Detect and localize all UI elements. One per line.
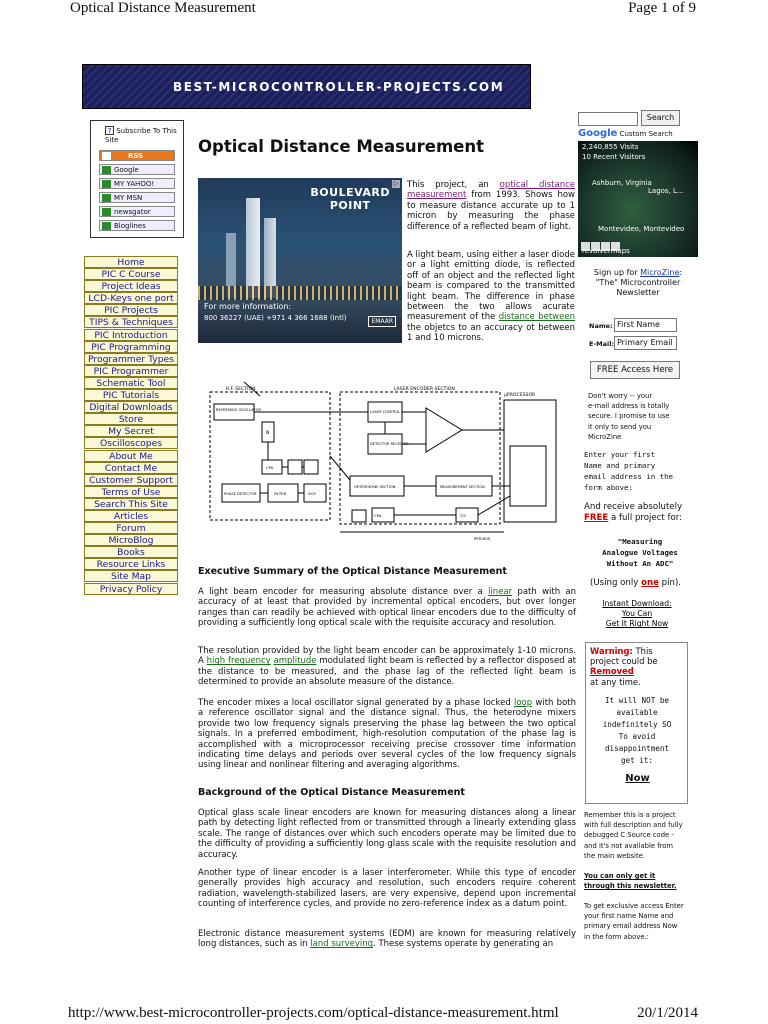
loop-link[interactable]: loop <box>513 698 533 708</box>
nav-item-contact-me[interactable]: Contact Me <box>84 462 178 474</box>
diagram-cpa-2: CPA <box>374 513 382 518</box>
ad-city-lights <box>198 286 402 300</box>
sidebar-nav <box>84 256 178 595</box>
search-button[interactable]: Search <box>641 110 680 126</box>
diagram-cpa: CPA <box>266 465 274 470</box>
diagram-phase-detector: PHASE DETECTOR <box>224 492 257 496</box>
bloglines-feed-button[interactable]: Bloglines <box>99 220 175 231</box>
block-diagram <box>204 356 564 546</box>
background-heading: Background of the Optical Distance Measurement <box>198 787 465 798</box>
yahoo-feed-button[interactable]: MY YAHOO! <box>99 178 175 189</box>
subscribe-box <box>90 120 184 238</box>
nav-item-site-map[interactable]: Site Map <box>84 570 178 582</box>
first-name-field[interactable]: First Name <box>614 318 677 332</box>
nav-item-schematic-tool[interactable]: Schematic Tool <box>84 377 178 389</box>
diagram-filter: FILTER <box>274 491 287 496</box>
project-title: "Measuring Analogue Voltages Without An ADC" <box>602 537 678 568</box>
instant-download-link[interactable]: Instant Download: You Can Get It Right Now <box>602 599 672 629</box>
amplitude-link[interactable]: amplitude <box>273 656 317 667</box>
privacy-note: Don't worry -- your e-mail address is totally secure. I promise to use it only to send you MicroZine <box>588 392 670 441</box>
visitor-globe[interactable] <box>578 141 698 257</box>
exclusive-access-text: To get exclusive access Enter your first name Name and primary email address Now in the form above.: <box>584 902 684 941</box>
exec-paragraph-1: A light beam encoder for measuring absolute distance over a linear path with an accuracy of at least that provided by incremental optical encoders, but over longer ranges than can readily be achieved with optical linear encoders due to the difficulty of providing a sufficiently long optical scale with the requisite accuracy and resolution. <box>198 587 577 629</box>
diagram-detector: DETECTOR RECEIVER <box>370 442 409 446</box>
free-access-button[interactable]: FREE Access Here <box>590 361 680 379</box>
google-custom-search: Google Custom Search <box>578 128 673 139</box>
high-frequency-link[interactable]: high frequency <box>206 656 271 667</box>
diagram-rf-label: R.F. SECTION <box>226 387 256 392</box>
print-page-number: Page 1 of 9 <box>628 0 696 16</box>
distance-between-link[interactable]: distance between <box>498 312 575 323</box>
nav-item-tips-techniques[interactable]: TIPS & Techniques <box>84 316 178 328</box>
globe-city: Ashburn, Virginia <box>592 179 652 187</box>
globe-brand: revolvermaps <box>582 247 630 255</box>
print-title: Optical Distance Measurement <box>70 0 256 16</box>
microzine-link[interactable]: MicroZine <box>640 268 680 277</box>
rss-icon <box>102 152 111 160</box>
ad-building <box>246 198 260 298</box>
now-link[interactable]: Now <box>625 773 650 784</box>
background-paragraph-1: Optical glass scale linear encoders are known for measuring distances along a linear path by detecting light reflected from or transmitted through a linearly extending glass scale. The range of distances over which such encoders operate may be limited due to the difficulty of providing a sufficiently long glass scale with the requisite resolution and accuracy. <box>198 808 576 860</box>
diagram-bus: PER.BOS <box>474 536 491 541</box>
remember-text: Remember this is a project with full description and fully debugged C Source code - and it's not available from the main website. <box>584 811 683 860</box>
newsletter-only-link[interactable]: You can only get it through this newsletter. <box>584 872 677 891</box>
rss-button[interactable]: RSS <box>99 150 175 161</box>
ad-info: For more information: <box>204 302 292 311</box>
using-pin: (Using only one pin). <box>590 578 682 588</box>
site-banner[interactable] <box>82 64 531 109</box>
ad-phone: 800 36227 (UAE) +971 4 366 1688 (Intl) <box>204 314 347 322</box>
nav-item-customer-support[interactable]: Customer Support <box>84 474 178 486</box>
signup-text: Sign up for MicroZine: "The" Microcontroller Newsletter <box>593 268 683 297</box>
nav-item-pic-programmer[interactable]: PIC Programmer <box>84 365 178 377</box>
nav-item-pic-c-course[interactable]: PIC C Course <box>84 268 178 280</box>
email-label: E-Mail: <box>589 340 615 348</box>
nav-item-search-this-site[interactable]: Search This Site <box>84 498 178 510</box>
plus-icon <box>102 208 111 216</box>
optical-distance-link[interactable]: optical distance measurement <box>407 180 575 201</box>
plus-icon <box>102 222 111 230</box>
exec-paragraph-3: The encoder mixes a local oscillator signal generated by a phase locked loop with both a reference oscillator signal and the distance signal. Thus, the heterodyne mixers provide two low frequency signals preserving the phase lag between the two optical signals. In a preferred embodiment, high-resolution computation of the phase lag is accomplished with a microprocessor receiving precise crossover time information indicating time delays and periods over several cycles of the low frequency signals using linear and nonlinear filtering and averaging algorithms. <box>198 698 576 771</box>
nav-item-project-ideas[interactable]: Project Ideas <box>84 280 178 292</box>
background-paragraph-3: Electronic distance measurement systems (EDM) are known for measuring relatively long distances, such as in land surveying. These systems operate by generating an <box>198 929 576 950</box>
adchoices-icon[interactable]: ▷ <box>393 180 399 187</box>
diagram-n: N <box>266 431 270 436</box>
google-feed-button[interactable]: Google <box>99 164 175 175</box>
diagram-laser-ctrl: LASER CONTROL <box>370 410 401 414</box>
globe-city: Lagos, L... <box>648 187 684 195</box>
nav-item-terms-of-use[interactable]: Terms of Use <box>84 486 178 498</box>
nav-item-store[interactable]: Store <box>84 413 178 425</box>
help-icon[interactable]: ? <box>105 126 114 135</box>
nav-item-oscilloscopes[interactable]: Oscilloscopes <box>84 437 178 449</box>
intro-paragraph: This project, an optical distance measurement from 1993. Shows how to measure distance accurate up to 1 micron by measuring the phase difference of a reflected beam of light. <box>407 180 575 232</box>
nav-item-resource-links[interactable]: Resource Links <box>84 558 178 570</box>
diagram-heterodyne: HETERODYNE SECTION <box>354 485 396 489</box>
print-header <box>0 0 768 20</box>
nav-item-pic-projects[interactable]: PIC Projects <box>84 304 178 316</box>
diagram-vco: VCO <box>308 491 317 496</box>
ad-brand: BOULEVARD POINT <box>310 186 390 212</box>
nav-item-programmer-types[interactable]: Programmer Types <box>84 353 178 365</box>
nav-item-my-secret[interactable]: My Secret <box>84 425 178 437</box>
nav-item-pic-programming[interactable]: PIC Programming <box>84 341 178 353</box>
name-label: Name: <box>589 322 613 330</box>
nav-item-forum[interactable]: Forum <box>84 522 178 534</box>
subscribe-label[interactable]: ? Subscribe To This Site <box>105 127 177 144</box>
plus-icon <box>102 166 111 174</box>
banner-text: BEST-MICROCONTROLLER-PROJECTS.COM <box>173 80 505 94</box>
nav-item-microblog[interactable]: MicroBlog <box>84 534 178 546</box>
linear-link[interactable]: linear <box>488 587 513 597</box>
receive-text: And receive absolutely FREE a full project for: <box>584 502 683 523</box>
plus-icon <box>102 180 111 188</box>
email-field[interactable]: Primary Email <box>614 336 677 350</box>
diagram-laser-label: LASER ENCODER SECTION <box>394 387 455 392</box>
plus-icon <box>102 194 111 202</box>
exec-summary-heading: Executive Summary of the Optical Distance Measurement <box>198 566 507 577</box>
nav-item-privacy-policy[interactable]: Privacy Policy <box>84 583 178 595</box>
globe-city: Montevideo, Montevideo <box>598 225 685 233</box>
search-input[interactable] <box>578 112 638 126</box>
diagram-measurement: MEASUREMENT SECTION <box>440 485 485 489</box>
diagram-tc: T/C <box>460 513 467 518</box>
msn-feed-button[interactable]: MY MSN <box>99 192 175 203</box>
warning-box: Warning: This project could be Removed at any time. It will NOT be available indefinitely SO To avoid disappointment get it: Now <box>585 642 688 804</box>
land-surveying-link[interactable]: land surveying <box>310 939 374 950</box>
newsgator-feed-button[interactable]: newsgator <box>99 206 175 217</box>
intro-paragraph-2: A light beam, using either a laser diode or a light emitting diode, is reflected off of an object and the reflected light beam is compared to the transmitted light beam. The difference in phase between the two allows acurate measurement of the distance between the objetcs to an accuracy ot between 1 and 10 microns. <box>407 250 575 344</box>
diagram-processor-label: µPROCESSOR <box>504 393 536 398</box>
google-logo: Google <box>578 128 618 139</box>
nav-item-about-me[interactable]: About Me <box>84 450 178 462</box>
enter-instructions: Enter your first Name and primary email address in the form above: <box>584 450 673 492</box>
advertisement[interactable] <box>198 178 402 343</box>
nav-item-home[interactable]: Home <box>84 256 178 268</box>
print-date: 20/1/2014 <box>637 1005 698 1021</box>
background-paragraph-2: Another type of linear encoder is a laser interferometer. While this type of encoder generally provides high accuracy and resolution, such encoders require coherent radiation, wavelength-stabilized lasers, are very expensive, depend upon incremental counting of interference cycles, and provide no zero-reference index as a datum point. <box>198 868 576 910</box>
print-url: http://www.best-microcontroller-projects.com/optical-distance-measurement.html <box>68 1005 559 1021</box>
nav-item-books[interactable]: Books <box>84 546 178 558</box>
exec-paragraph-2: The resolution provided by the light beam encoder can be approximately 1-10 microns. A high frequency amplitude modulated light beam is reflected by a reflector disposed at the distance to be measured, and the phase lag of the reflected light beam is determined to provide an absolute measure of the distance. <box>198 646 576 688</box>
page-title: Optical Distance Measurement <box>198 137 485 156</box>
nav-item-digital-downloads[interactable]: Digital Downloads <box>84 401 178 413</box>
nav-item-articles[interactable]: Articles <box>84 510 178 522</box>
globe-visits: 2,240,855 Visits <box>582 143 639 151</box>
ad-logo: EMAAR <box>368 316 396 327</box>
nav-item-pic-introduction[interactable]: PIC Introduction <box>84 329 178 341</box>
globe-recent: 10 Recent Visitors <box>582 153 646 161</box>
nav-item-lcd-keys-one-port[interactable]: LCD-Keys one port <box>84 292 178 304</box>
nav-item-pic-tutorials[interactable]: PIC Tutorials <box>84 389 178 401</box>
diagram-ref-osc: REFERENCE OSCILLATOR <box>216 408 261 412</box>
